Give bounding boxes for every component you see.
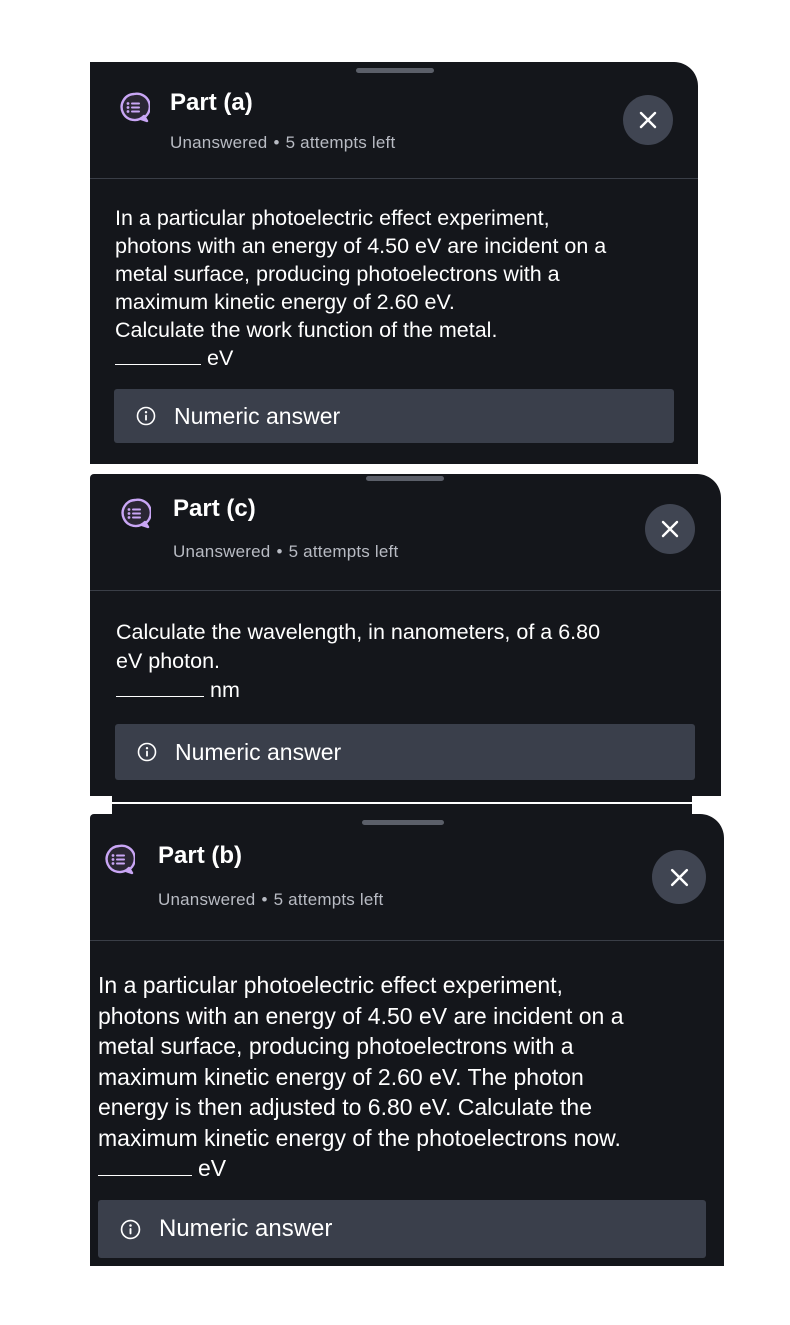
answer-blank (116, 695, 204, 697)
part-title: Part (b) (158, 842, 242, 869)
question-card-part-c (90, 474, 721, 796)
numeric-answer-label: Numeric answer (174, 402, 341, 429)
close-button[interactable] (645, 504, 695, 554)
answer-unit: nm (210, 678, 240, 702)
status-state: Unanswered (158, 890, 256, 909)
divider (90, 940, 724, 941)
divider (90, 178, 698, 179)
info-icon (120, 1219, 141, 1240)
numeric-answer-label: Numeric answer (175, 738, 342, 765)
question-line: Calculate the work function of the metal. (115, 318, 498, 342)
part-title: Part (c) (173, 495, 256, 522)
question-line: In a particular photoelectric effect experiment, (98, 972, 563, 998)
info-icon (137, 742, 157, 762)
question-card-part-a (90, 62, 698, 464)
numeric-answer-input[interactable] (114, 389, 674, 443)
question-text (98, 970, 624, 1184)
close-icon (660, 519, 680, 539)
close-icon (638, 110, 658, 130)
divider (90, 590, 721, 591)
status-attempts: 5 attempts left (273, 890, 384, 909)
question-line: energy is then adjusted to 6.80 eV. Calculate the (98, 1094, 592, 1120)
list-bubble-icon (118, 92, 150, 129)
question-line: metal surface, producing photoelectrons with a (98, 1033, 574, 1059)
question-text (115, 204, 606, 372)
drag-handle[interactable] (366, 476, 444, 481)
answer-blank (98, 1174, 192, 1176)
question-line: maximum kinetic energy of the photoelectrons now. (98, 1124, 621, 1151)
attempt-status (158, 890, 383, 910)
attempt-status (173, 542, 398, 562)
info-icon (136, 406, 156, 426)
question-text (116, 618, 600, 705)
question-line: maximum kinetic energy of 2.60 eV. The photon (98, 1063, 584, 1090)
numeric-answer-input[interactable] (98, 1200, 706, 1258)
answer-blank (115, 363, 201, 365)
status-separator: • (276, 542, 283, 561)
attempt-status (170, 133, 395, 153)
list-bubble-icon (103, 844, 135, 881)
question-line: photons with an energy of 4.50 eV are incident on a (115, 234, 607, 258)
drag-handle[interactable] (362, 820, 444, 825)
answer-unit: eV (198, 1155, 227, 1181)
status-attempts: 5 attempts left (285, 133, 396, 152)
status-separator: • (273, 133, 280, 152)
question-line: In a particular photoelectric effect experiment, (115, 206, 550, 230)
part-title: Part (a) (170, 89, 253, 116)
question-line: maximum kinetic energy of 2.60 eV. (115, 290, 455, 314)
question-card-part-b (90, 814, 724, 1266)
numeric-answer-input[interactable] (115, 724, 695, 780)
question-line: metal surface, producing photoelectrons with a (115, 262, 560, 286)
status-state: Unanswered (170, 133, 268, 152)
close-icon (669, 867, 690, 888)
numeric-answer-label: Numeric answer (159, 1215, 333, 1242)
answer-unit: eV (207, 346, 234, 370)
close-button[interactable] (652, 850, 706, 904)
list-bubble-icon (119, 498, 151, 535)
status-state: Unanswered (173, 542, 271, 561)
status-attempts: 5 attempts left (288, 542, 399, 561)
question-line: eV photon. (116, 649, 221, 673)
close-button[interactable] (623, 95, 673, 145)
card-edge-strip (112, 796, 692, 814)
drag-handle[interactable] (356, 68, 434, 73)
status-separator: • (261, 890, 268, 909)
question-line: Calculate the wavelength, in nanometers, of a 6.80 (116, 620, 601, 644)
question-line: photons with an energy of 4.50 eV are incident on a (98, 1002, 624, 1029)
